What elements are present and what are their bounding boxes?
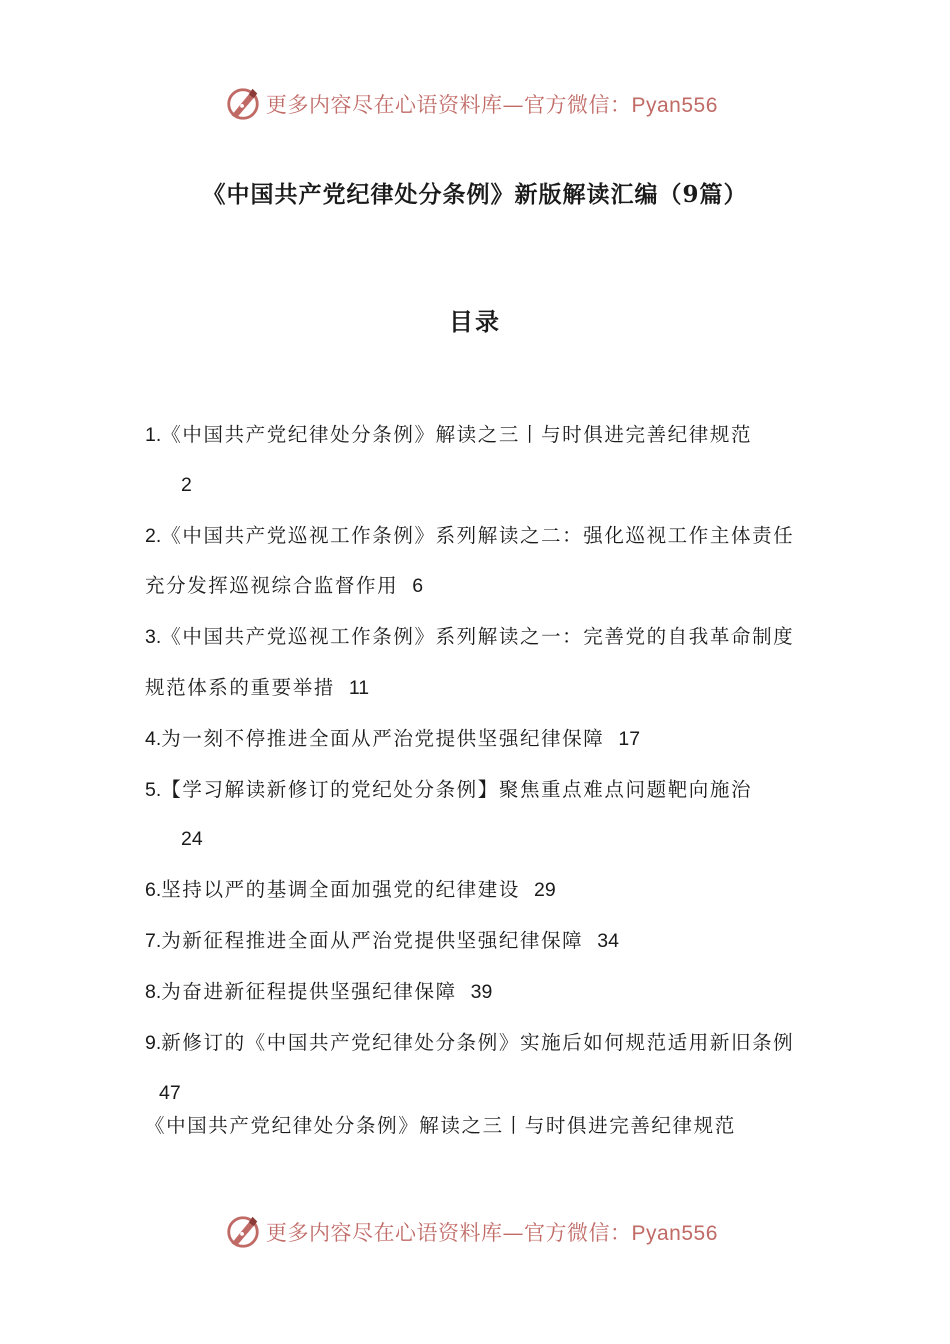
banner-text: [266, 1217, 718, 1247]
toc-entry-number: 1.: [145, 424, 162, 446]
toc-entry[interactable]: [145, 511, 810, 613]
toc-entry[interactable]: [145, 612, 810, 714]
toc-entry[interactable]: [145, 865, 810, 916]
toc-entry-title: 坚持以严的基调全面加强党的纪律建设: [161, 878, 520, 902]
toc-entry-number: 4.: [145, 727, 162, 750]
toc-entry-page: 17: [618, 727, 641, 750]
toc-entry-title: 《中国共产党巡视工作条例》系列解读之二：强化巡视工作主体责任充分发挥巡视综合监督作用: [145, 523, 795, 598]
banner-slogan: 更多内容尽在心语资料库—官方微信：: [266, 1221, 632, 1245]
toc-entry[interactable]: [145, 765, 810, 866]
header-banner: [224, 84, 718, 124]
toc-entry-title: 【学习解读新修订的党纪处分条例】聚焦重点难点问题靶向施治: [161, 777, 753, 801]
wechat-id: Pyan556: [631, 94, 718, 117]
toc-entry[interactable]: [145, 410, 810, 511]
toc-entry[interactable]: [145, 714, 810, 765]
toc-entry-title: 《中国共产党纪律处分条例》解读之三丨与时俱进完善纪律规范: [161, 423, 753, 446]
toc-entry-page: 11: [348, 676, 370, 699]
toc-entry-number: 8.: [145, 980, 162, 1003]
toc-entry[interactable]: [145, 1018, 810, 1120]
banner-text: [266, 89, 718, 119]
document-title: 《中国共产党纪律处分条例》新版解读汇编（9篇）: [202, 181, 748, 208]
toc-entry-title: 《中国共产党巡视工作条例》系列解读之一：完善党的自我革命制度规范体系的重要举措: [145, 625, 795, 699]
toc-entry-number: 2.: [145, 524, 162, 547]
toc-entry-page: 6: [412, 575, 424, 598]
toc-entry-page: 24: [181, 828, 203, 851]
toc-entry-title: 为新征程推进全面从严治党提供坚强纪律保障: [161, 928, 584, 952]
pen-nib-logo-icon: [224, 1213, 262, 1251]
wechat-id: Pyan556: [631, 1222, 718, 1245]
toc-entry-number: 5.: [145, 778, 162, 801]
toc-entry-title: 为一刻不停推进全面从严治党提供坚强纪律保障: [161, 726, 605, 750]
toc-entry-number: 7.: [145, 929, 162, 952]
toc-entry-page: 34: [597, 929, 619, 952]
pen-nib-logo-icon: [224, 85, 262, 123]
toc-entry-page: 29: [533, 879, 556, 902]
banner-slogan: 更多内容尽在心语资料库—官方微信：: [266, 93, 632, 117]
toc-entry-number: 3.: [145, 626, 162, 649]
toc-entry-page: 39: [470, 980, 493, 1003]
toc-entry-page: 47: [159, 1082, 181, 1105]
section-heading: 《中国共产党纪律处分条例》解读之三丨与时俱进完善纪律规范: [145, 1114, 736, 1137]
toc-entry-title: 新修订的《中国共产党纪律处分条例》实施后如何规范适用新旧条例: [161, 1030, 795, 1054]
table-of-contents: [145, 410, 810, 1119]
toc-entry[interactable]: [145, 967, 810, 1018]
toc-entry-number: 9.: [145, 1031, 162, 1054]
toc-entry[interactable]: [145, 916, 810, 967]
toc-heading: 目录: [449, 307, 501, 336]
toc-entry-number: 6.: [145, 879, 162, 902]
footer-banner: [224, 1212, 718, 1252]
toc-entry-page: 2: [181, 473, 192, 496]
toc-entry-title: 为奋进新征程提供坚强纪律保障: [161, 979, 457, 1003]
